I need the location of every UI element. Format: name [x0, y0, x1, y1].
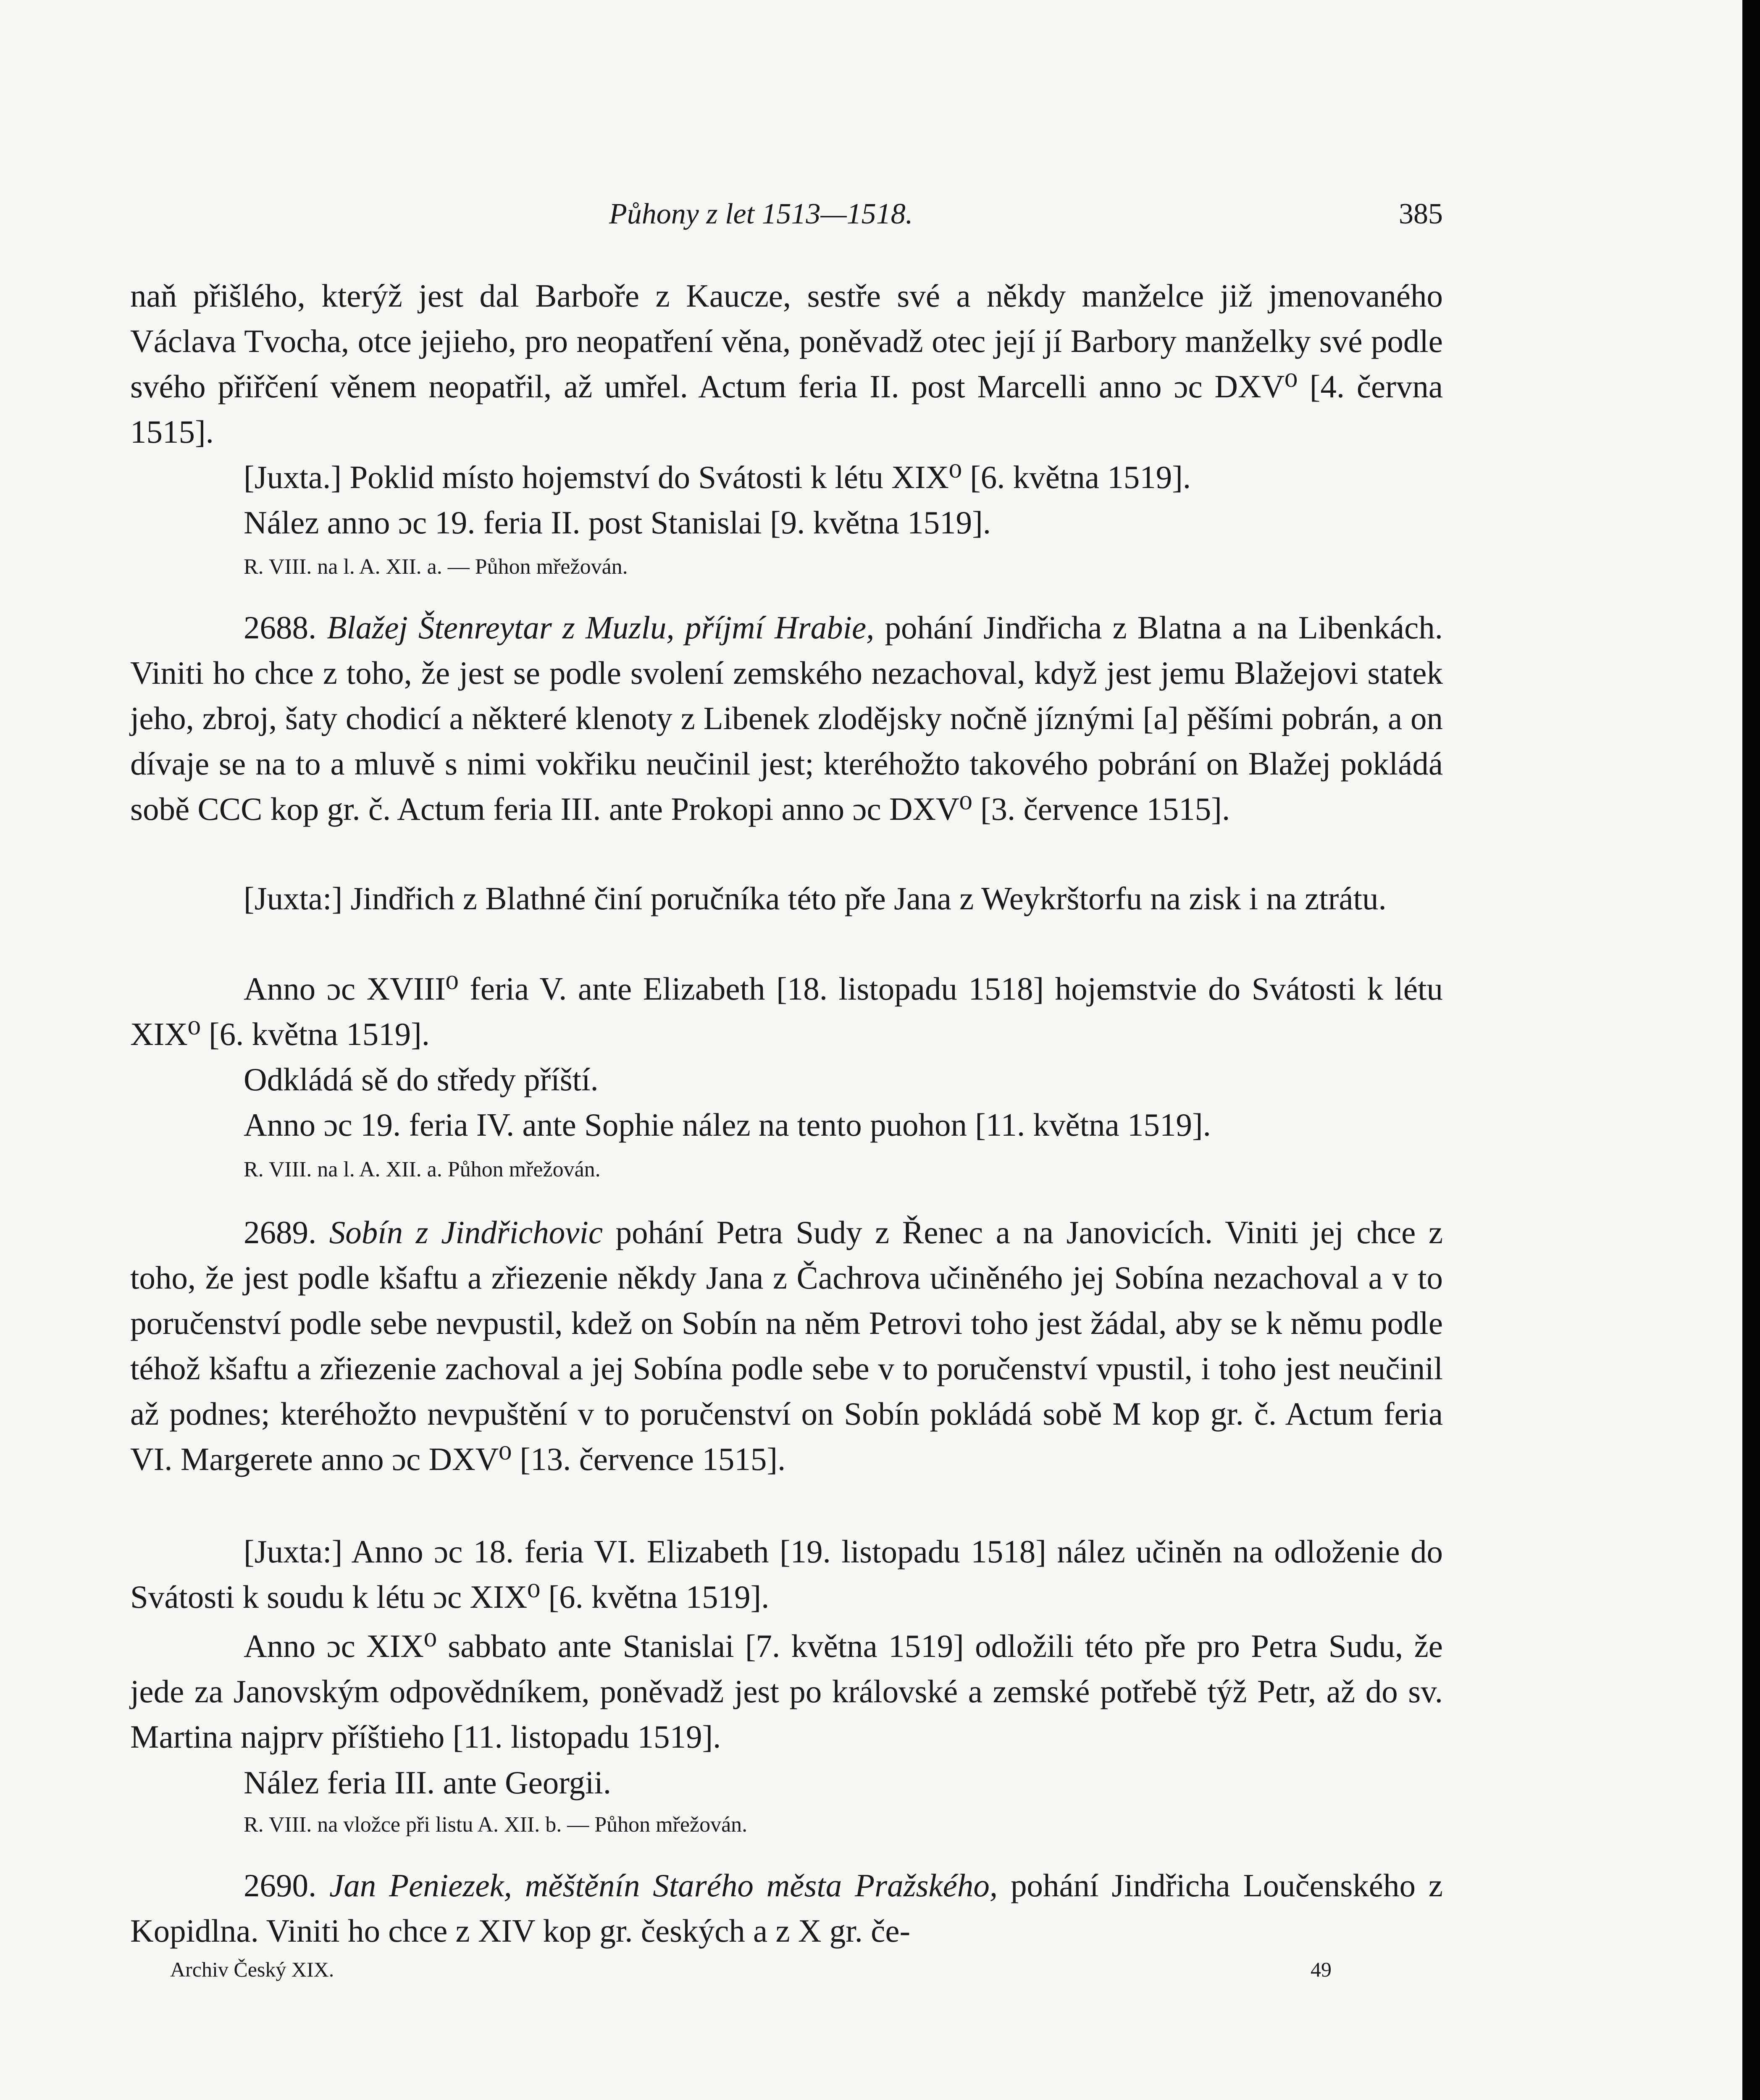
entry-number: 2688. [244, 609, 317, 646]
source-line: R. VIII. na l. A. XII. a. — Půhon mřežován. [244, 555, 628, 579]
entry-text: pohání Petra Sudy z Řenec a na Janovicích. Viniti jej chce z toho, že jest podle kšaftu a zřiezenie někdy Jana z Čachrova učiněného jej Sobína nezachoval a v to poručenství podle sebe nevpustil, kdež on Sobín na něm Petrovi toho jest žádal, aby se k němu podle téhož kšaftu a zřiezenie zachoval a jej Sobína podle sebe v to poručenství vpustil, i toho jest neučinil až podnes; kteréhožto nevpuštění v to poručenství on Sobín pokládá sobě M kop gr. č. Actum feria VI. Margerete anno ɔc DXV⁰ [13. července 1515]. [130, 1214, 1443, 1477]
entry-paragraph [130, 1210, 1443, 1482]
paragraph: Nález feria III. ante Georgii. [244, 1764, 612, 1801]
page-number: 385 [1399, 198, 1443, 230]
source-note [130, 1149, 1443, 1191]
paragraph: Odkládá sě do středy příští. [244, 1061, 599, 1097]
source-line: R. VIII. na vložce při listu A. XII. b. — Půhon mřežován. [244, 1813, 748, 1837]
entry-number: 2689. [244, 1214, 317, 1250]
note-anno [130, 1102, 1443, 1147]
scan-border [1742, 0, 1760, 2100]
entry-2690 [130, 1863, 1443, 1953]
note-anno [130, 1623, 1443, 1759]
note-odklada [130, 1057, 1443, 1102]
entry-party: Sobín z Jindřichovic [329, 1214, 603, 1250]
footer-volume: Archiv Český XIX. [170, 1958, 334, 1981]
note-anno [130, 966, 1443, 1057]
running-title: Půhony z let 1513—1518. [609, 198, 913, 230]
page-header [130, 197, 1443, 235]
continued-paragraph [130, 273, 1443, 454]
paragraph: [Juxta.] Poklid místo hojemství do Svátosti k létu XIX⁰ [6. května 1519]. [244, 459, 1191, 495]
entry-paragraph [130, 605, 1443, 832]
entry-2688 [130, 605, 1443, 832]
note-juxta [130, 876, 1443, 921]
footer-signature: 49 [1311, 1958, 1332, 1981]
paragraph: Anno ɔc XIX⁰ sabbato ante Stanislai [7. května 1519] odložili této pře pro Petra Sudu, že jede za Janovským odpovědníkem, poněvadž jest po královské a zemské potřebě týž Petr, až do sv. Martina najprv příštieho [11. listopadu 1519]. [130, 1628, 1443, 1755]
note-nalez [130, 500, 1443, 545]
page-footer [130, 1957, 1443, 1987]
source-line: R. VIII. na l. A. XII. a. Půhon mřežován. [244, 1158, 601, 1181]
entry-party: Jan Peniezek, měštěnín Starého města Pražského, [329, 1867, 998, 1903]
paragraph: [Juxta:] Jindřich z Blathné činí poručníka této pře Jana z Weykrštorfu na zisk i na ztrátu. [244, 880, 1387, 916]
entry-text: pohání Jindřicha Loučenského z Kopidlna. Viniti ho chce z XIV kop gr. českých a z X gr. če- [130, 1867, 1443, 1949]
entry-text: pohání Jindřicha z Blatna a na Libenkách. Viniti ho chce z toho, že jest se podle svolení zemského nezachoval, když jest jemu Blažejovi statek jeho, zbroj, šaty chodicí a některé klenoty z Libenek zlodějsky nočně jíznými [a] pěšími pobrán, a on dívaje se na to a mluvě s nimi vokřiku neučinil jest; kteréhožto takového pobrání on Blažej pokládá sobě CCC kop gr. č. Actum feria III. ante Prokopi anno ɔc DXV⁰ [3. července 1515]. [130, 609, 1443, 827]
paragraph: Nález anno ɔc 19. feria II. post Stanislai [9. května 1519]. [244, 504, 991, 541]
paragraph: Anno ɔc 19. feria IV. ante Sophie nález na tento puohon [11. května 1519]. [244, 1107, 1211, 1143]
note-nalez [130, 1760, 1443, 1805]
source-note [130, 546, 1443, 588]
paragraph: [Juxta:] Anno ɔc 18. feria VI. Elizabeth [19. listopadu 1518] nález učiněn na odloženie do Svátosti k soudu k létu ɔc XIX⁰ [6. května 1519]. [130, 1533, 1443, 1615]
source-note [130, 1804, 1443, 1846]
note-juxta [130, 454, 1443, 500]
entry-paragraph [130, 1863, 1443, 1953]
entry-party: Blažej Štenreytar z Muzlu, příjmí Hrabie, [327, 609, 875, 646]
paragraph: Anno ɔc XVIII⁰ feria V. ante Elizabeth [18. listopadu 1518] hojemstvie do Svátosti k létu XIX⁰ [6. května 1519]. [130, 971, 1443, 1052]
note-juxta [130, 1529, 1443, 1620]
entry-2689 [130, 1210, 1443, 1482]
paragraph: naň přišlého, kterýž jest dal Barboře z Kaucze, sestře své a někdy manželce již jmenovaného Václava Tvocha, otce jejieho, pro neopatření věna, poněvadž otec její jí Barbory manželky své podle svého přiřčení věnem neopatřil, až umřel. Actum feria II. post Marcelli anno ɔc DXV⁰ [4. června 1515]. [130, 278, 1443, 450]
entry-number: 2690. [244, 1867, 317, 1903]
